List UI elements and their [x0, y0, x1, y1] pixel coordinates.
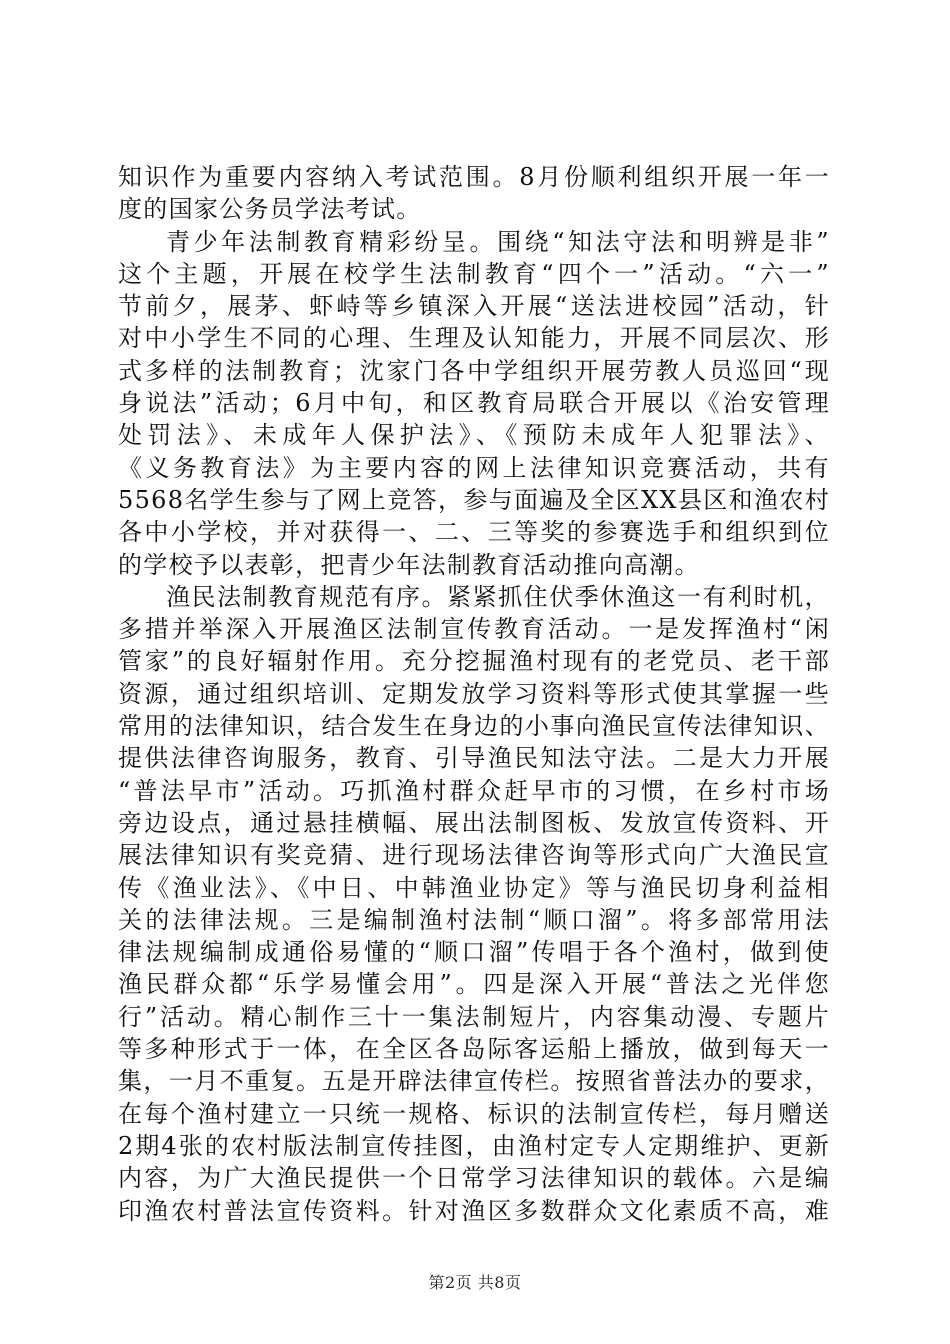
text-line: 旁边设点，通过悬挂横幅、展出法制图板、发放宣传资料、开	[118, 808, 830, 837]
text-line: 节前夕，展茅、虾峙等乡镇深入开展“送法进校园”活动，针	[118, 292, 830, 321]
text-line: 多措并举深入开展渔区法制宣传教育活动。一是发挥渔村“闲	[118, 615, 830, 644]
text-line: 身说法”活动；6月中旬，和区教育局联合开展以《治安管理	[118, 389, 830, 418]
text-line: “普法早市”活动。巧抓渔村群众赶早市的习惯，在乡村市场	[118, 776, 830, 805]
text-line: 管家”的良好辐射作用。充分挖掘渔村现有的老党员、老干部	[118, 647, 830, 676]
text-line: 集，一月不重复。五是开辟法律宣传栏。按照省普法办的要求，	[118, 1067, 830, 1096]
document-body	[118, 161, 830, 1227]
text-line: 度的国家公务员学法考试。	[118, 195, 422, 224]
text-line: 提供法律咨询服务，教育、引导渔民知法守法。二是大力开展	[118, 744, 830, 773]
text-line: 常用的法律知识，结合发生在身边的小事向渔民宣传法律知识、	[118, 712, 830, 741]
text-line: 展法律知识有奖竞猜、进行现场法律咨询等形式向广大渔民宣	[118, 841, 830, 870]
text-line: 对中小学生不同的心理、生理及认知能力，开展不同层次、形	[118, 324, 830, 353]
text-line: 处罚法》、未成年人保护法》、《预防未成年人犯罪法》、	[118, 421, 830, 450]
text-line: 的学校予以表彰，把青少年法制教育活动推向高潮。	[118, 550, 700, 579]
text-line: 印渔农村普法宣传资料。针对渔区多数群众文化素质不高，难	[118, 1196, 830, 1225]
text-line: 2期4张的农村版法制宣传挂图，由渔村定专人定期维护、更新	[118, 1131, 830, 1160]
text-line: 这个主题，开展在校学生法制教育“四个一”活动。“六一”	[118, 259, 830, 288]
text-line: 在每个渔村建立一只统一规格、标识的法制宣传栏，每月赠送	[118, 1099, 830, 1128]
text-line: 知识作为重要内容纳入考试范围。8月份顺利组织开展一年一	[118, 163, 830, 191]
text-line: 传《渔业法》、《中日、中韩渔业协定》等与渔民切身利益相	[118, 873, 830, 902]
text-line: 等多种形式于一体，在全区各岛际客运船上播放，做到每天一	[118, 1035, 830, 1064]
text-line: 渔民法制教育规范有序。紧紧抓住伏季休渔这一有利时机，	[166, 582, 830, 611]
text-line: 渔民群众都“乐学易懂会用”。四是深入开展“普法之光伴您	[118, 970, 830, 999]
text-line: 行”活动。精心制作三十一集法制短片，内容集动漫、专题片	[118, 1002, 830, 1031]
text-line: 《义务教育法》为主要内容的网上法律知识竞赛活动，共有	[118, 453, 830, 482]
text-line: 5568名学生参与了网上竞答，参与面遍及全区XX县区和渔农村	[118, 485, 830, 514]
text-line: 式多样的法制教育；沈家门各中学组织开展劳教人员巡回“现	[118, 356, 830, 385]
page-footer: 第2页 共8页	[428, 1273, 522, 1292]
text-line: 内容，为广大渔民提供一个日常学习法律知识的载体。六是编	[118, 1164, 830, 1193]
text-line: 各中小学校，并对获得一、二、三等奖的参赛选手和组织到位	[118, 518, 830, 547]
text-line: 关的法律法规。三是编制渔村法制“顺口溜”。将多部常用法	[118, 905, 830, 934]
text-line: 资源，通过组织培训、定期发放学习资料等形式使其掌握一些	[118, 679, 830, 708]
text-line: 律法规编制成通俗易懂的“顺口溜”传唱于各个渔村，做到使	[118, 938, 830, 967]
text-line: 青少年法制教育精彩纷呈。围绕“知法守法和明辨是非”	[166, 227, 830, 256]
